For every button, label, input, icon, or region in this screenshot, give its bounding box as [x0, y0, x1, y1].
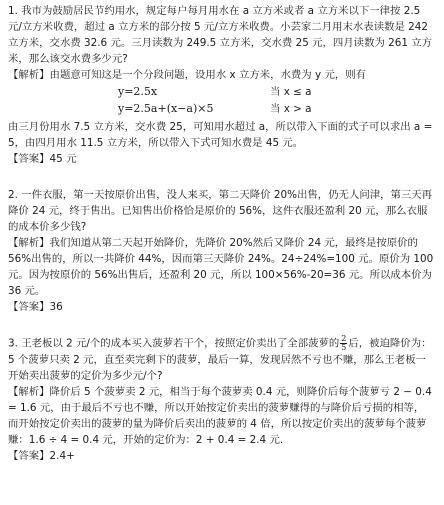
- spacer: [8, 167, 434, 187]
- problem-1-question: 1. 我市为鼓励居民节约用水，规定每户每月用水在 a 立方米或者 a 立方米以下一律按 2.5 元/立方米收费，超过 a 立方米的部分按 5 元/立方米收费。小芸家二月用末水表读数是 242 立方米，交水费 32.6 元。三月读数为 249.5 立方米，交水费 25 元，四月读数为 261 立方米，那么该交水费多少元?: [8, 5, 433, 65]
- fraction-numerator: 2: [341, 334, 347, 343]
- formula-line-1: y=2.5x: [118, 85, 158, 98]
- fraction-denominator: 5: [341, 343, 347, 352]
- problem-3-question: [8, 335, 434, 384]
- problem-2-question: 2. 一件衣服，第一天按原价出售，没人来买，第二天降价 20%出售，仍无人问津，第三天再降价 24 元，终于售出。已知售出价格恰是原价的 56%，这件衣服还盈利 20 元，那么衣服的成本价多少钱?: [8, 189, 433, 233]
- problem-3: [8, 335, 434, 464]
- problem-3-question-part-a: 3. 王老板以 2 元/个的成本买入菠萝若干个，按照定价卖出了全部菠萝的: [8, 337, 340, 350]
- problem-1-answer: 【答案】45 元: [8, 153, 77, 165]
- fraction-two-fifths: [340, 335, 347, 352]
- problem-3-question-part-b: 后，被迫降价为：5 个菠萝只卖 2 元，直至卖完剩下的菠萝，最后一算，发现居然不亏也不赚，那么王老板一开始卖出菠萝的定价为多少元/个?: [8, 337, 432, 382]
- formula-condition-1: 当 x ≤ a: [270, 86, 312, 98]
- problem-2-answer: 【答案】36: [8, 301, 63, 313]
- problem-1-analysis-body: 由三月份用水 7.5 立方米，交水费 25，可知用水超过 a，所以带入下面的式子可以求出 a = 5，由四月用水 11.5 立方米，所以带入下式可知水费是 45 元。: [8, 121, 433, 149]
- problem-1: [8, 3, 434, 167]
- formula-line-2: y=2.5a+(x−a)×5: [118, 102, 214, 115]
- spacer: [8, 315, 434, 335]
- problem-1-analysis-intro: 【解析】由题意可知这是一个分段问题，设用水 x 立方米，水费为 y 元，则有: [8, 69, 367, 81]
- problem-3-answer: 【答案】2.4+: [8, 450, 75, 462]
- problem-2: [8, 187, 434, 315]
- problem-1-piecewise-formula: [8, 84, 434, 118]
- formula-condition-2: 当 x > a: [270, 103, 312, 115]
- problem-2-analysis: 【解析】我们知道从第二天起开始降价，先降价 20%然后又降价 24 元，最终是按原价的 56%出售的，所以一共降价 44%，因而第三天降价 24%。24÷24%=100 元。原价为 100 元。因为按原价的 56%出售后，还盈利 20 元，所以 100×56%-20=36 元。所以成本价为 36 元。: [8, 237, 434, 297]
- problem-3-analysis: 【解析】降价后 5 个菠萝卖 2 元，相当于每个菠萝卖 0.4 元，则降价后每个菠萝亏 2 − 0.4 = 1.6 元，由于最后不亏也不赚，所以开始按定价卖出的菠萝赚得的与降价后亏损的相等，而开始按定价卖出的菠萝的量为降价后卖出的菠萝的 4 倍，所以按定价卖出的菠萝每个菠萝赚：1.6 ÷ 4 = 0.4 元，开始的定价为：2 + 0.4 = 2.4 元.: [8, 386, 432, 446]
